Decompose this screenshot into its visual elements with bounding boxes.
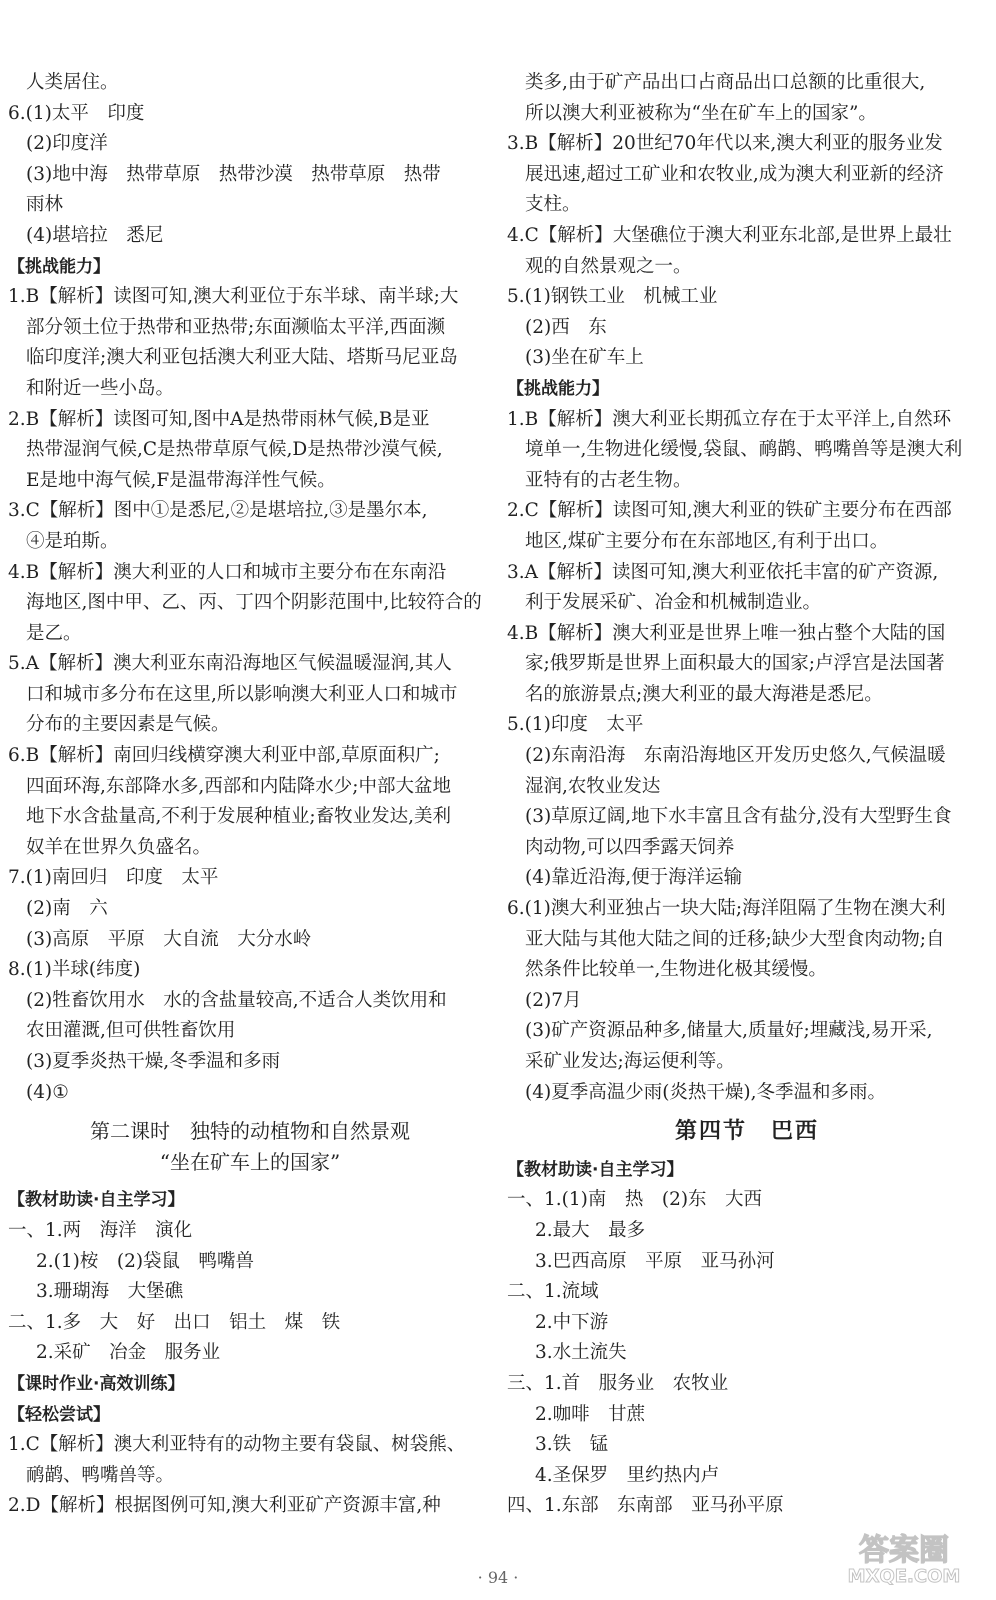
text-line: 2.采矿 冶金 服务业 [36,1342,221,1364]
text-line: 4.圣保罗 里约热内卢 [535,1464,720,1486]
section-label: 【课时作业·高效训练】 [8,1373,185,1394]
text-line: 然条件比较单一,生物进化极其缓慢。 [525,959,827,981]
text-line: 一、1.(1)南 热 (2)东 大西 [507,1189,763,1211]
text-line: 6.(1)太平 印度 [8,102,145,124]
text-line: 所以澳大利亚被称为“坐在矿车上的国家”。 [525,102,877,124]
section-heading: “坐在矿车上的国家” [159,1149,341,1174]
text-line: 口和城市多分布在这里,所以影响澳大利亚人口和城市 [26,683,458,705]
text-line: 1.B【解析】澳大利亚长期孤立存在于太平洋上,自然环 [507,408,952,430]
text-line: 7.(1)南回归 印度 太平 [8,867,219,889]
text-line: 3.A【解析】读图可知,澳大利亚依托丰富的矿产资源, [507,561,939,583]
text-line: 2.D【解析】根据图例可知,澳大利亚矿产资源丰富,种 [8,1495,441,1517]
text-line: (2)7月 [525,989,582,1011]
text-line: 4.B【解析】澳大利亚的人口和城市主要分布在东南沿 [8,561,447,583]
text-line: (2)东南沿海 东南沿海地区开发历史悠久,气候温暖 [525,745,946,767]
text-line: (2)牲畜饮用水 水的含盐量较高,不适合人类饮用和 [26,989,447,1011]
text-line: 名的旅游景点;澳大利亚的最大海港是悉尼。 [525,683,883,705]
text-line: (2)印度洋 [26,133,108,155]
text-line: 临印度洋;澳大利亚包括澳大利亚大陆、塔斯马尼亚岛 [26,347,458,369]
text-line: 1.C【解析】澳大利亚特有的动物主要有袋鼠、树袋熊、 [8,1434,466,1456]
section-heading: 第四节 巴西 [674,1118,819,1145]
text-line: 3.珊瑚海 大堡礁 [36,1281,184,1303]
section-label: 【挑战能力】 [8,256,110,277]
text-line: 四面环海,东部降水多,西部和内陆降水少;中部大盆地 [26,775,451,797]
spacer [8,1108,492,1116]
text-line: (3)矿产资源品种多,储量大,质量好;埋藏浅,易开采, [525,1020,933,1042]
text-line: 2.最大 最多 [535,1219,646,1241]
text-line: 5.(1)印度 太平 [507,714,644,736]
text-line: 8.(1)半球(纬度) [8,959,141,981]
text-line: (3)高原 平原 大自流 大分水岭 [26,928,312,950]
text-line: (4)① [26,1081,69,1103]
text-line: 农田灌溉,但可供牲畜饮用 [26,1020,236,1042]
right-column [507,68,987,1522]
text-line: 家;俄罗斯是世界上面积最大的国家;卢浮宫是法国著 [525,653,945,675]
spacer [507,1147,987,1155]
text-line: 二、1.流域 [507,1281,599,1303]
text-line: (4)夏季高温少雨(炎热干燥),冬季温和多雨。 [525,1081,887,1103]
text-line: 三、1.首 服务业 农牧业 [507,1372,729,1394]
text-line: 3.铁 锰 [535,1434,609,1456]
text-line: (2)南 六 [26,898,108,920]
text-line: 3.B【解析】20世纪70年代以来,澳大利亚的服务业发 [507,133,943,155]
text-line: 支柱。 [525,194,581,216]
text-line: 热带湿润气候,C是热带草原气候,D是热带沙漠气候, [26,439,443,461]
watermark-logo [824,1524,984,1588]
text-line: 3.C【解析】图中①是悉尼,②是堪培拉,③是墨尔本, [8,500,428,522]
left-column [8,68,492,1522]
text-line: E是地中海气候,F是温带海洋性气候。 [26,469,336,491]
section-heading: 第二课时 独特的动植物和自然景观 [90,1119,410,1144]
watermark-title: 答案圈 [859,1533,949,1568]
text-line: 和附近一些小岛。 [26,377,175,399]
text-line: (2)西 东 [525,316,607,338]
text-line: (3)坐在矿车上 [525,347,644,369]
section-label: 【教材助读·自主学习】 [8,1190,185,1211]
watermark-url: MXQE.COM [847,1566,961,1587]
text-line: 2.B【解析】读图可知,图中A是热带雨林气候,B是亚 [8,408,430,430]
text-line: 类多,由于矿产品出口占商品出口总额的比重很大, [525,72,926,93]
section-label: 【教材助读·自主学习】 [507,1159,684,1180]
text-line: 部分领土位于热带和亚热带;东面濒临太平洋,西面濒 [26,316,446,338]
text-line: 是乙。 [26,622,82,644]
text-line: (4)靠近沿海,便于海洋运输 [525,867,743,889]
text-line: 境单一,生物进化缓慢,袋鼠、鸸鹋、鸭嘴兽等是澳大利 [525,439,963,461]
spacer [507,1108,987,1116]
text-line: 鸸鹋、鸭嘴兽等。 [26,1464,175,1486]
text-line: (3)草原辽阔,地下水丰富且含有盐分,没有大型野生食 [525,806,952,828]
text-line: 5.A【解析】澳大利亚东南沿海地区气候温暖湿润,其人 [8,653,452,675]
text-line: 雨林 [26,194,64,216]
text-line: 亚特有的古老生物。 [525,469,692,491]
page-number: · 94 · [477,1568,519,1587]
text-line: 4.B【解析】澳大利亚是世界上唯一独占整个大陆的国 [507,622,946,644]
text-line: ④是珀斯。 [26,530,119,552]
text-line: 地下水含盐量高,不利于发展种植业;畜牧业发达,美利 [26,806,451,828]
text-line: 采矿业发达;海运便利等。 [525,1051,735,1072]
text-line: 6.B【解析】南回归线横穿澳大利亚中部,草原面积广; [8,745,440,767]
text-line: 6.(1)澳大利亚独占一块大陆;海洋阻隔了生物在澳大利 [507,898,946,920]
section-label: 【挑战能力】 [507,378,609,399]
text-line: 奴羊在世界久负盛名。 [26,836,212,858]
text-line: 人类居住。 [26,72,119,93]
text-line: 1.B【解析】读图可知,澳大利亚位于东半球、南半球;大 [8,286,459,308]
text-line: 展迅速,超过工矿业和农牧业,成为澳大利亚新的经济 [525,163,944,185]
text-line: 一、1.两 海洋 演化 [8,1219,193,1241]
text-line: 二、1.多 大 好 出口 铝土 煤 铁 [8,1311,341,1333]
text-line: 分布的主要因素是气候。 [26,714,230,736]
text-line: 2.中下游 [535,1311,609,1333]
text-line: 利于发展采矿、冶金和机械制造业。 [525,592,822,614]
text-line: (4)堪培拉 悉尼 [26,224,164,246]
text-line: 四、1.东部 东南部 亚马孙平原 [507,1495,784,1517]
text-line: 海地区,图中甲、乙、丙、丁四个阴影范围中,比较符合的 [26,592,482,614]
text-line: 2.C【解析】读图可知,澳大利亚的铁矿主要分布在西部 [507,500,952,522]
text-line: 5.(1)钢铁工业 机械工业 [507,286,718,308]
text-line: 地区,煤矿主要分布在东部地区,有利于出口。 [525,530,889,552]
spacer [8,1177,492,1185]
text-line: (3)地中海 热带草原 热带沙漠 热带草原 热带 [26,163,441,185]
section-label: 【轻松尝试】 [8,1404,110,1425]
text-line: 观的自然景观之一。 [525,255,692,277]
text-line: 2.(1)桉 (2)袋鼠 鸭嘴兽 [36,1250,255,1272]
text-line: 亚大陆与其他大陆之间的迁移;缺少大型食肉动物;自 [525,928,945,950]
text-line: 肉动物,可以四季露天饲养 [525,836,735,858]
text-line: (3)夏季炎热干燥,冬季温和多雨 [26,1051,281,1072]
text-line: 3.巴西高原 平原 亚马孙河 [535,1250,775,1272]
text-line: 2.咖啡 甘蔗 [535,1403,646,1425]
text-line: 3.水土流失 [535,1342,627,1364]
text-line: 湿润,农牧业发达 [525,775,661,797]
text-line: 4.C【解析】大堡礁位于澳大利亚东北部,是世界上最壮 [507,224,952,246]
